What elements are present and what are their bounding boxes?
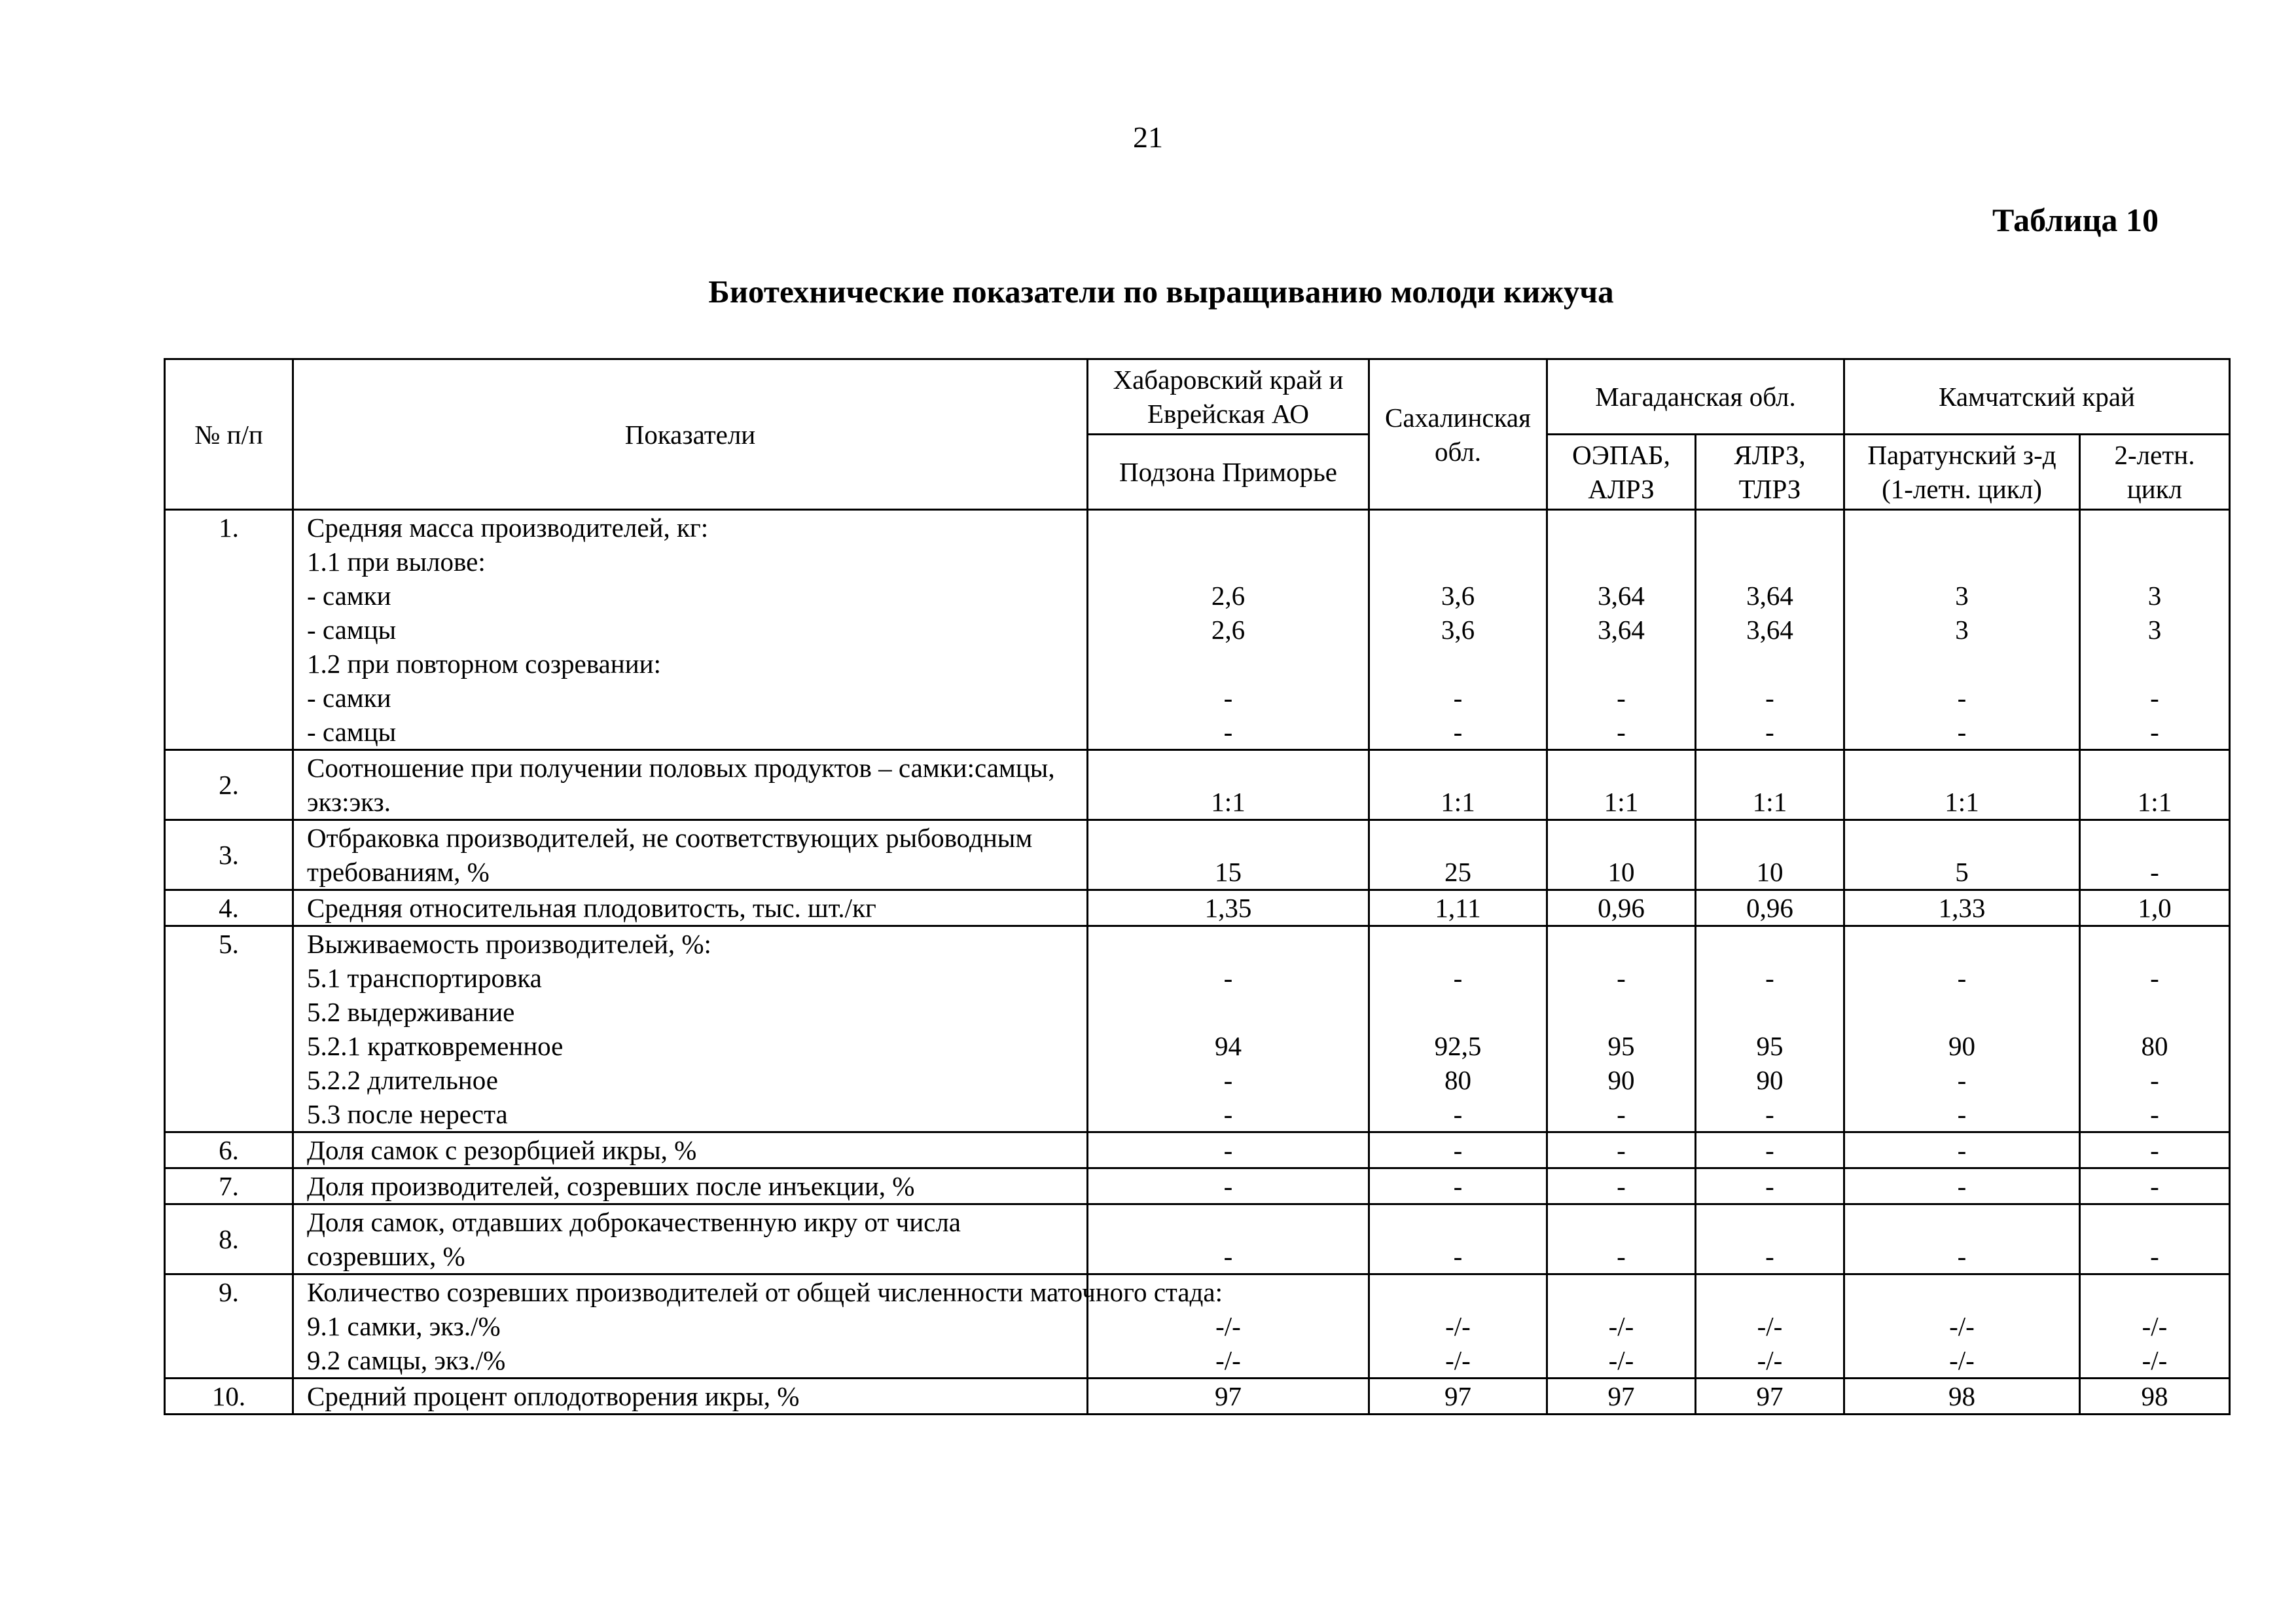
value-line: 95 <box>1756 1031 1784 1061</box>
row-number: 8. <box>165 1204 293 1274</box>
value-line: - <box>1617 683 1626 713</box>
value-line: - <box>1223 1099 1233 1129</box>
value-line: 2,6 <box>1211 615 1246 645</box>
value-line <box>1553 647 1689 681</box>
indicator-line: Средняя относительная плодовитость, тыс. шт./кг <box>307 893 876 923</box>
value-cell <box>1369 890 1547 926</box>
document-title: Биотехнические показатели по выращиванию молоди кижуча <box>708 274 1614 310</box>
value-cell <box>1844 890 2080 926</box>
value-line: - <box>1453 963 1463 993</box>
value-line: - <box>1957 1099 1967 1129</box>
indicator-line: Соотношение при получении половых продуктов – самки:самцы, экз:экз. <box>307 753 1055 817</box>
value-cell <box>1369 510 1547 750</box>
row-number: 6. <box>165 1132 293 1168</box>
value-line: 94 <box>1215 1031 1242 1061</box>
table-row <box>165 820 2230 890</box>
value-line <box>2086 647 2223 681</box>
value-line: - <box>1223 1135 1233 1165</box>
indicator-line: 5.1 транспортировка <box>307 963 542 993</box>
indicator-line: 5.2.2 длительное <box>307 1065 498 1095</box>
value-line: - <box>2150 857 2159 887</box>
value-line <box>1553 511 1689 545</box>
value-line: - <box>1957 683 1967 713</box>
row-indicator <box>293 820 1088 890</box>
value-cell <box>2080 1168 2230 1204</box>
value-cell <box>2080 750 2230 820</box>
value-line: 90 <box>1948 1031 1975 1061</box>
row-number: 2. <box>165 750 293 820</box>
value-line: - <box>1957 1241 1967 1271</box>
indicator-line: 1.2 при повторном созревании: <box>307 649 661 679</box>
header-magadan-sub-oepab: ОЭПАБ, АЛРЗ <box>1547 435 1696 510</box>
value-line: - <box>2150 1065 2159 1095</box>
value-line: 90 <box>1756 1065 1784 1095</box>
indicator-line: 9.2 самцы, экз./% <box>307 1345 506 1375</box>
value-cell <box>2080 890 2230 926</box>
value-line: - <box>1765 1099 1774 1129</box>
row-indicator <box>293 890 1088 926</box>
value-line: - <box>1223 1065 1233 1095</box>
indicator-line: Доля самок с резорбцией икры, % <box>307 1135 697 1165</box>
value-line: 1:1 <box>2137 787 2172 817</box>
value-line: 97 <box>1607 1381 1635 1411</box>
value-line: - <box>2150 1099 2159 1129</box>
value-cell <box>1547 820 1696 890</box>
table-row <box>165 1204 2230 1274</box>
value-cell <box>1844 926 2080 1132</box>
value-cell <box>2080 926 2230 1132</box>
value-line: - <box>1957 963 1967 993</box>
value-line <box>1094 927 1363 961</box>
indicator-line: Средний процент оплодотворения икры, % <box>307 1381 800 1411</box>
value-line <box>1702 995 1838 1029</box>
value-line <box>1094 545 1363 579</box>
value-line <box>1375 647 1541 681</box>
value-cell <box>1696 1168 1844 1204</box>
header-kamchatka-sub-paratunsky: Паратунский з-д (1-летн. цикл) <box>1844 435 2080 510</box>
value-cell <box>1547 1274 1696 1379</box>
indicator-line: 9.1 самки, экз./% <box>307 1311 501 1341</box>
table-row <box>165 1132 2230 1168</box>
value-line: 10 <box>1607 857 1635 887</box>
value-line <box>2086 511 2223 545</box>
value-line <box>1850 545 2073 579</box>
value-line: - <box>1223 1241 1233 1271</box>
value-line: - <box>1617 1241 1626 1271</box>
value-line: 1:1 <box>1752 787 1787 817</box>
header-sakhalin: Сахалинская обл. <box>1369 359 1547 510</box>
header-num: № п/п <box>165 359 293 510</box>
indicator-line: - самцы <box>307 615 397 645</box>
indicator-line: - самки <box>307 581 391 611</box>
value-line: 80 <box>1444 1065 1471 1095</box>
value-cell <box>1696 1132 1844 1168</box>
value-line: -/- <box>1215 1345 1241 1375</box>
value-line: -/- <box>2142 1311 2168 1341</box>
value-line: 98 <box>2141 1381 2168 1411</box>
indicator-line: - самцы <box>307 717 397 747</box>
value-cell <box>1696 1379 1844 1415</box>
value-line: 3,6 <box>1441 615 1475 645</box>
value-line: 97 <box>1756 1381 1784 1411</box>
value-line: - <box>1957 1171 1967 1201</box>
value-line: 3,64 <box>1598 615 1645 645</box>
value-line: 80 <box>2141 1031 2168 1061</box>
value-cell <box>1369 820 1547 890</box>
row-indicator <box>293 510 1088 750</box>
value-line <box>2086 927 2223 961</box>
row-indicator <box>293 1274 1223 1379</box>
value-line: -/- <box>1757 1311 1783 1341</box>
value-cell <box>1369 1274 1547 1379</box>
value-line: 2,6 <box>1211 581 1246 611</box>
value-line: 1,35 <box>1204 893 1252 923</box>
value-line <box>2086 995 2223 1029</box>
value-line: - <box>1617 963 1626 993</box>
indicator-line: Количество созревших производителей от общей численности маточного стада: <box>307 1277 1223 1307</box>
value-line: 5 <box>1955 857 1969 887</box>
value-line: - <box>2150 1171 2159 1201</box>
value-line: -/- <box>1445 1311 1471 1341</box>
value-line: 25 <box>1444 857 1471 887</box>
value-line <box>1553 545 1689 579</box>
value-cell <box>1088 926 1369 1132</box>
value-line <box>2086 545 2223 579</box>
value-line <box>1553 927 1689 961</box>
value-cell <box>1369 750 1547 820</box>
value-line: 0,96 <box>1746 893 1793 923</box>
value-line: - <box>2150 1135 2159 1165</box>
value-cell <box>1547 1132 1696 1168</box>
value-line: - <box>1617 1099 1626 1129</box>
value-line: -/- <box>1215 1311 1241 1341</box>
value-cell <box>1844 510 2080 750</box>
value-line: - <box>1765 1241 1774 1271</box>
indicator-line: 5.2 выдерживание <box>307 997 515 1027</box>
value-cell <box>1547 510 1696 750</box>
value-line: - <box>1765 1135 1774 1165</box>
value-cell <box>1369 926 1547 1132</box>
value-line <box>1375 1275 1541 1309</box>
value-cell <box>1369 1168 1547 1204</box>
value-line: -/- <box>2142 1345 2168 1375</box>
value-line: - <box>1453 683 1463 713</box>
value-line: - <box>1765 717 1774 747</box>
value-cell <box>1088 750 1369 820</box>
value-line <box>1850 1275 2073 1309</box>
row-indicator <box>293 1204 1088 1274</box>
value-cell <box>1696 890 1844 926</box>
value-cell <box>1547 1204 1696 1274</box>
row-number: 4. <box>165 890 293 926</box>
value-line: 1,33 <box>1938 893 1986 923</box>
indicator-line: Отбраковка производителей, не соответствующих рыбоводным требованиям, % <box>307 823 1033 887</box>
value-cell <box>1844 1168 2080 1204</box>
value-cell <box>1088 1132 1369 1168</box>
value-line <box>1850 511 2073 545</box>
value-cell <box>1696 1204 1844 1274</box>
value-line <box>1702 511 1838 545</box>
table-row <box>165 890 2230 926</box>
value-line: 3,64 <box>1746 615 1793 645</box>
value-line: - <box>1453 717 1463 747</box>
row-number: 10. <box>165 1379 293 1415</box>
value-cell <box>1088 1379 1369 1415</box>
value-cell <box>2080 1204 2230 1274</box>
value-line: - <box>2150 1241 2159 1271</box>
value-cell <box>1369 1204 1547 1274</box>
value-line: - <box>1223 963 1233 993</box>
table-row <box>165 750 2230 820</box>
value-line <box>1553 995 1689 1029</box>
value-line: 3 <box>2147 615 2162 645</box>
value-line: - <box>2150 717 2159 747</box>
value-line <box>1375 545 1541 579</box>
value-line: - <box>1617 1135 1626 1165</box>
table-row <box>165 1379 2230 1415</box>
value-line <box>1702 545 1838 579</box>
value-line: 1:1 <box>1604 787 1639 817</box>
value-line <box>1702 647 1838 681</box>
value-line: 1:1 <box>1945 787 1979 817</box>
value-cell <box>1844 1379 2080 1415</box>
value-line: - <box>1223 683 1233 713</box>
value-line: -/- <box>1608 1345 1634 1375</box>
row-indicator <box>293 1379 1088 1415</box>
indicator-line: Доля самок, отдавших доброкачественную икру от числа созревших, % <box>307 1207 961 1271</box>
value-line: 98 <box>1948 1381 1975 1411</box>
value-line: 1:1 <box>1441 787 1475 817</box>
indicator-line: 1.1 при вылове: <box>307 547 486 577</box>
value-line: - <box>1957 1135 1967 1165</box>
value-line <box>1850 995 2073 1029</box>
value-cell <box>1547 1379 1696 1415</box>
value-cell <box>1696 926 1844 1132</box>
header-magadan-sub-yalrz: ЯЛРЗ, ТЛРЗ <box>1696 435 1844 510</box>
value-line <box>1375 927 1541 961</box>
header-kamchatka: Камчатский край <box>1844 359 2230 435</box>
value-line: - <box>1223 717 1233 747</box>
header-khabarovsk-sub: Подзона Приморье <box>1088 435 1369 510</box>
value-cell <box>1088 510 1369 750</box>
value-line: - <box>1223 1171 1233 1201</box>
table-label: Таблица 10 <box>1992 202 2159 238</box>
value-line: -/- <box>1608 1311 1634 1341</box>
value-line <box>1094 647 1363 681</box>
value-line: 95 <box>1607 1031 1635 1061</box>
table-row <box>165 510 2230 750</box>
value-cell <box>1088 820 1369 890</box>
row-indicator <box>293 1132 1088 1168</box>
table-body <box>165 510 2230 1415</box>
value-line: 3,64 <box>1598 581 1645 611</box>
value-line <box>1850 927 2073 961</box>
value-cell <box>1088 1204 1369 1274</box>
table-row <box>165 1168 2230 1204</box>
header-khabarovsk: Хабаровский край и Еврейская АО <box>1088 359 1369 435</box>
value-line: - <box>1453 1171 1463 1201</box>
value-cell <box>1088 890 1369 926</box>
value-line <box>1094 995 1363 1029</box>
value-cell <box>1696 750 1844 820</box>
row-number: 3. <box>165 820 293 890</box>
value-cell <box>1547 750 1696 820</box>
value-cell <box>1844 820 2080 890</box>
row-number: 5. <box>165 926 293 1132</box>
value-line: - <box>1765 683 1774 713</box>
value-line <box>1702 1275 1838 1309</box>
value-line: - <box>1617 1171 1626 1201</box>
value-line: - <box>1765 1171 1774 1201</box>
value-cell <box>1369 1379 1547 1415</box>
value-cell <box>1369 1132 1547 1168</box>
value-line <box>1375 511 1541 545</box>
value-cell <box>1696 1274 1844 1379</box>
value-line: - <box>2150 963 2159 993</box>
value-line: 3 <box>1955 615 1969 645</box>
value-cell <box>1547 926 1696 1132</box>
value-line: - <box>1453 1135 1463 1165</box>
value-line: 3 <box>2147 581 2162 611</box>
value-line: 3 <box>1955 581 1969 611</box>
value-cell <box>1844 1132 2080 1168</box>
value-line: - <box>1453 1099 1463 1129</box>
value-cell <box>1844 750 2080 820</box>
indicator-line: Выживаемость производителей, %: <box>307 929 711 959</box>
row-indicator <box>293 926 1088 1132</box>
value-line: 1,11 <box>1435 893 1481 923</box>
table-row <box>165 926 2230 1132</box>
value-line: 90 <box>1607 1065 1635 1095</box>
indicator-line: 5.2.1 кратковременное <box>307 1031 564 1061</box>
value-cell <box>1547 1168 1696 1204</box>
value-cell <box>2080 820 2230 890</box>
value-line: 97 <box>1444 1381 1471 1411</box>
value-line: - <box>1957 1065 1967 1095</box>
value-line: 10 <box>1756 857 1784 887</box>
row-number: 1. <box>165 510 293 750</box>
table-row <box>165 1274 2230 1379</box>
value-line: -/- <box>1949 1311 1975 1341</box>
value-line: 3,64 <box>1746 581 1793 611</box>
value-line: - <box>1617 717 1626 747</box>
row-indicator <box>293 750 1088 820</box>
value-cell <box>1088 1168 1369 1204</box>
value-line: 15 <box>1215 857 1242 887</box>
value-line <box>1553 1275 1689 1309</box>
value-line: - <box>1957 717 1967 747</box>
value-line: 92,5 <box>1434 1031 1482 1061</box>
value-line: -/- <box>1949 1345 1975 1375</box>
value-line: -/- <box>1757 1345 1783 1375</box>
value-line: -/- <box>1445 1345 1471 1375</box>
header-magadan: Магаданская обл. <box>1547 359 1844 435</box>
value-cell <box>2080 510 2230 750</box>
value-line: 97 <box>1215 1381 1242 1411</box>
value-cell <box>2080 1274 2230 1379</box>
indicator-line: Средняя масса производителей, кг: <box>307 513 709 543</box>
value-cell <box>1844 1204 2080 1274</box>
indicator-line: 5.3 после нереста <box>307 1099 508 1129</box>
value-line: 1:1 <box>1211 787 1246 817</box>
value-line: 0,96 <box>1598 893 1645 923</box>
value-line: - <box>2150 683 2159 713</box>
indicator-line: - самки <box>307 683 391 713</box>
row-number: 7. <box>165 1168 293 1204</box>
value-line: 1,0 <box>2138 893 2172 923</box>
page-number: 21 <box>1133 120 1163 154</box>
value-cell <box>1547 890 1696 926</box>
value-cell <box>1696 510 1844 750</box>
row-indicator <box>293 1168 1088 1204</box>
indicator-line: Доля производителей, созревших после инъекции, % <box>307 1171 915 1201</box>
biotech-indicators-table <box>164 358 2231 1415</box>
header-indicator: Показатели <box>293 359 1088 510</box>
header-kamchatka-sub-2year: 2-летн. цикл <box>2080 435 2230 510</box>
value-cell <box>2080 1132 2230 1168</box>
value-line: - <box>1453 1241 1463 1271</box>
value-line <box>1375 995 1541 1029</box>
value-line <box>2086 1275 2223 1309</box>
value-line <box>1094 511 1363 545</box>
value-line <box>1702 927 1838 961</box>
row-number: 9. <box>165 1274 293 1379</box>
value-cell <box>2080 1379 2230 1415</box>
value-line: - <box>1765 963 1774 993</box>
value-cell <box>1696 820 1844 890</box>
value-line: 3,6 <box>1441 581 1475 611</box>
value-line <box>1850 647 2073 681</box>
value-cell <box>1844 1274 2080 1379</box>
